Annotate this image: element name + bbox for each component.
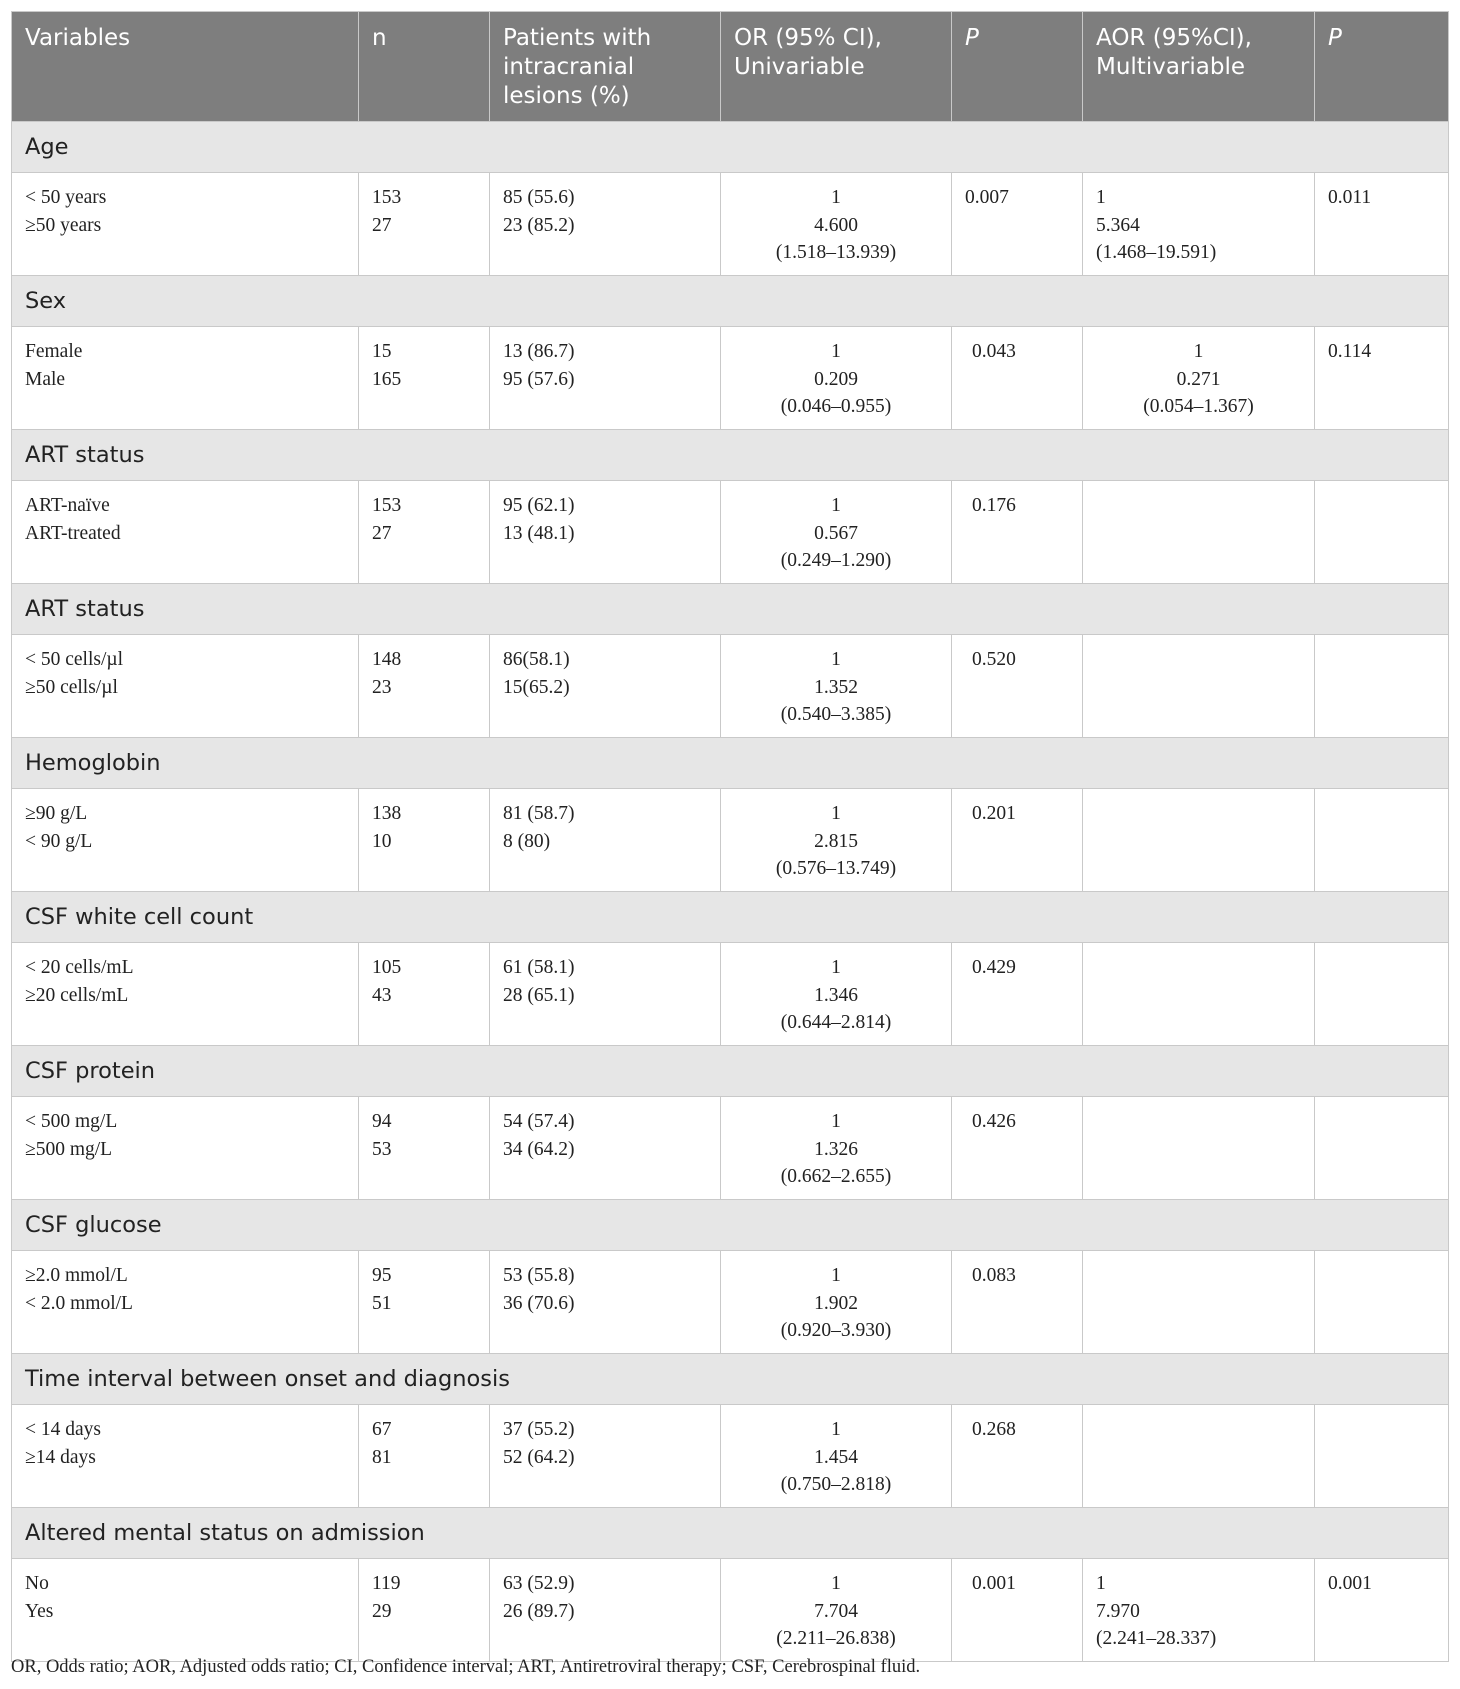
patients-cell bbox=[490, 481, 721, 584]
or-cell bbox=[721, 173, 952, 276]
patients-value: 86(58.1) bbox=[503, 649, 570, 670]
p-adj-cell bbox=[1315, 635, 1449, 738]
header-variables: Variables bbox=[12, 12, 359, 122]
n-cell bbox=[359, 1559, 490, 1662]
aor-value: 5.364 bbox=[1096, 214, 1140, 236]
patients-value: 52 (64.2) bbox=[503, 1446, 575, 1468]
p-adj-cell bbox=[1315, 1251, 1449, 1354]
levels-cell bbox=[12, 1405, 359, 1508]
n-cell bbox=[359, 635, 490, 738]
p-value: 0.043 bbox=[972, 341, 1016, 362]
patients-value: 81 (58.7) bbox=[503, 803, 575, 824]
or-value: 1 bbox=[831, 1111, 841, 1132]
header-p-univariable: P bbox=[952, 12, 1083, 122]
patients-cell bbox=[490, 943, 721, 1046]
n-value: 53 bbox=[372, 1138, 392, 1160]
n-value: 95 bbox=[372, 1265, 392, 1286]
p-value: 0.268 bbox=[972, 1419, 1016, 1440]
aor-value: 1 bbox=[1096, 1573, 1106, 1594]
n-value: 27 bbox=[372, 214, 392, 236]
group-label: Hemoglobin bbox=[12, 738, 1449, 789]
n-value: 153 bbox=[372, 187, 402, 208]
level-label: Female bbox=[25, 341, 83, 362]
patients-cell bbox=[490, 1405, 721, 1508]
or-cell bbox=[721, 789, 952, 892]
patients-cell bbox=[490, 173, 721, 276]
or-value: (0.920–3.930) bbox=[780, 1320, 892, 1341]
p-adj-cell bbox=[1315, 789, 1449, 892]
or-cell bbox=[721, 943, 952, 1046]
p-cell bbox=[952, 1251, 1083, 1354]
p-adj-cell bbox=[1315, 1097, 1449, 1200]
n-value: 51 bbox=[372, 1292, 392, 1314]
p-value: 0.426 bbox=[972, 1111, 1016, 1132]
regression-table bbox=[11, 11, 1449, 1662]
or-value: 4.600 bbox=[814, 214, 858, 236]
n-value: 67 bbox=[372, 1419, 392, 1440]
n-value: 15 bbox=[372, 341, 392, 362]
or-value: (1.518–13.939) bbox=[775, 242, 897, 263]
level-label: < 14 days bbox=[25, 1419, 101, 1440]
n-cell bbox=[359, 943, 490, 1046]
group-label: CSF glucose bbox=[12, 1200, 1449, 1251]
n-cell bbox=[359, 1097, 490, 1200]
level-label: ≥90 g/L bbox=[25, 803, 88, 824]
p-adj-cell bbox=[1315, 327, 1449, 430]
table-row bbox=[12, 1559, 1449, 1662]
or-value: (0.249–1.290) bbox=[780, 550, 892, 571]
p-adj-value: 0.011 bbox=[1328, 187, 1372, 208]
p-value: 0.083 bbox=[972, 1265, 1016, 1286]
patients-value: 85 (55.6) bbox=[503, 187, 575, 208]
or-cell bbox=[721, 481, 952, 584]
n-value: 23 bbox=[372, 676, 392, 698]
or-value: 1.902 bbox=[814, 1292, 858, 1314]
or-value: 0.567 bbox=[814, 522, 858, 544]
p-cell bbox=[952, 327, 1083, 430]
n-cell bbox=[359, 789, 490, 892]
patients-value: 13 (86.7) bbox=[503, 341, 575, 362]
group-header-row bbox=[12, 584, 1449, 635]
table-row bbox=[12, 1251, 1449, 1354]
patients-value: 34 (64.2) bbox=[503, 1138, 575, 1160]
or-value: 1 bbox=[831, 1265, 841, 1286]
group-label: ART status bbox=[12, 430, 1449, 481]
patients-value: 54 (57.4) bbox=[503, 1111, 575, 1132]
group-header-row bbox=[12, 276, 1449, 327]
or-value: 1 bbox=[831, 495, 841, 516]
aor-cell bbox=[1083, 943, 1315, 1046]
table-row bbox=[12, 635, 1449, 738]
p-cell bbox=[952, 1559, 1083, 1662]
n-value: 105 bbox=[372, 957, 402, 978]
or-cell bbox=[721, 1251, 952, 1354]
or-value: (2.211–26.838) bbox=[776, 1628, 896, 1649]
level-label: < 20 cells/mL bbox=[25, 957, 134, 978]
n-value: 29 bbox=[372, 1600, 392, 1622]
patients-value: 8 (80) bbox=[503, 830, 551, 852]
patients-value: 28 (65.1) bbox=[503, 984, 575, 1006]
group-header-row bbox=[12, 1200, 1449, 1251]
levels-cell bbox=[12, 789, 359, 892]
table-row bbox=[12, 1405, 1449, 1508]
aor-value: 7.970 bbox=[1096, 1600, 1140, 1622]
or-value: (0.644–2.814) bbox=[780, 1012, 892, 1033]
levels-cell bbox=[12, 1251, 359, 1354]
levels-cell bbox=[12, 1559, 359, 1662]
group-label: Altered mental status on admission bbox=[12, 1508, 1449, 1559]
patients-value: 13 (48.1) bbox=[503, 522, 575, 544]
n-value: 119 bbox=[372, 1573, 401, 1594]
level-label: ≥50 years bbox=[25, 214, 102, 236]
or-value: 1 bbox=[831, 957, 841, 978]
p-cell bbox=[952, 635, 1083, 738]
group-header-row bbox=[12, 892, 1449, 943]
table-row bbox=[12, 481, 1449, 584]
p-value: 0.520 bbox=[972, 649, 1016, 670]
patients-cell bbox=[490, 1559, 721, 1662]
p-adj-value: 0.114 bbox=[1328, 341, 1372, 362]
level-label: No bbox=[25, 1573, 49, 1594]
group-label: CSF white cell count bbox=[12, 892, 1449, 943]
p-value: 0.007 bbox=[965, 187, 1009, 208]
aor-cell bbox=[1083, 327, 1315, 430]
or-value: 7.704 bbox=[814, 1600, 858, 1622]
level-label: < 500 mg/L bbox=[25, 1111, 118, 1132]
patients-cell bbox=[490, 1251, 721, 1354]
p-value: 0.429 bbox=[972, 957, 1016, 978]
aor-value: (0.054–1.367) bbox=[1143, 396, 1254, 417]
group-header-row bbox=[12, 738, 1449, 789]
p-cell bbox=[952, 481, 1083, 584]
table-row bbox=[12, 327, 1449, 430]
n-value: 148 bbox=[372, 649, 402, 670]
patients-cell bbox=[490, 1097, 721, 1200]
group-label: Sex bbox=[12, 276, 1449, 327]
table-body bbox=[12, 122, 1449, 1662]
patients-value: 36 (70.6) bbox=[503, 1292, 575, 1314]
table-row bbox=[12, 943, 1449, 1046]
group-header-row bbox=[12, 430, 1449, 481]
n-value: 81 bbox=[372, 1446, 392, 1468]
n-value: 10 bbox=[372, 830, 392, 852]
header-row bbox=[12, 12, 1449, 122]
n-value: 27 bbox=[372, 522, 392, 544]
table-header bbox=[12, 12, 1449, 122]
aor-cell bbox=[1083, 789, 1315, 892]
patients-value: 63 (52.9) bbox=[503, 1573, 575, 1594]
group-header-row bbox=[12, 1046, 1449, 1097]
patients-value: 61 (58.1) bbox=[503, 957, 575, 978]
patients-value: 15(65.2) bbox=[503, 676, 570, 698]
or-value: 1 bbox=[831, 1419, 841, 1440]
or-value: 1 bbox=[831, 803, 841, 824]
p-value: 0.201 bbox=[972, 803, 1016, 824]
level-label: ≥20 cells/mL bbox=[25, 984, 129, 1006]
patients-value: 95 (57.6) bbox=[503, 368, 575, 390]
level-label: ≥14 days bbox=[25, 1446, 96, 1468]
n-cell bbox=[359, 173, 490, 276]
or-value: (0.540–3.385) bbox=[780, 704, 892, 725]
or-value: (0.046–0.955) bbox=[780, 396, 892, 417]
header-p-multivariable: P bbox=[1315, 12, 1449, 122]
or-value: (0.662–2.655) bbox=[780, 1166, 892, 1187]
level-label: ≥50 cells/µl bbox=[25, 676, 118, 698]
table-row bbox=[12, 173, 1449, 276]
or-value: 0.209 bbox=[814, 368, 858, 390]
p-value: 0.001 bbox=[972, 1573, 1016, 1594]
group-label: ART status bbox=[12, 584, 1449, 635]
p-cell bbox=[952, 1097, 1083, 1200]
group-label: CSF protein bbox=[12, 1046, 1449, 1097]
patients-value: 53 (55.8) bbox=[503, 1265, 575, 1286]
or-value: 1 bbox=[831, 187, 841, 208]
or-cell bbox=[721, 635, 952, 738]
level-label: < 90 g/L bbox=[25, 830, 93, 852]
n-value: 153 bbox=[372, 495, 402, 516]
aor-cell bbox=[1083, 1405, 1315, 1508]
level-label: ART-treated bbox=[25, 522, 121, 544]
table-footnote: OR, Odds ratio; AOR, Adjusted odds ratio; CI, Confidence interval; ART, Antiretroviral therapy; CSF, Cerebrospinal fluid. bbox=[11, 1657, 921, 1677]
n-cell bbox=[359, 1251, 490, 1354]
header-aor-multivariable: AOR (95%CI), Multivariable bbox=[1083, 12, 1315, 122]
aor-cell bbox=[1083, 481, 1315, 584]
results-table-container bbox=[11, 11, 1448, 1662]
level-label: Yes bbox=[25, 1600, 54, 1622]
n-cell bbox=[359, 1405, 490, 1508]
p-adj-cell bbox=[1315, 1405, 1449, 1508]
p-cell bbox=[952, 1405, 1083, 1508]
aor-cell bbox=[1083, 1559, 1315, 1662]
or-cell bbox=[721, 1097, 952, 1200]
p-adj-cell bbox=[1315, 943, 1449, 1046]
header-or-univariable: OR (95% CI), Univariable bbox=[721, 12, 952, 122]
or-value: (0.576–13.749) bbox=[775, 858, 897, 879]
or-value: 1 bbox=[831, 1573, 841, 1594]
group-header-row bbox=[12, 122, 1449, 173]
n-cell bbox=[359, 481, 490, 584]
level-label: ≥2.0 mmol/L bbox=[25, 1265, 128, 1286]
levels-cell bbox=[12, 943, 359, 1046]
patients-value: 23 (85.2) bbox=[503, 214, 575, 236]
aor-value: (2.241–28.337) bbox=[1096, 1628, 1217, 1649]
p-cell bbox=[952, 173, 1083, 276]
n-value: 138 bbox=[372, 803, 402, 824]
levels-cell bbox=[12, 481, 359, 584]
patients-cell bbox=[490, 327, 721, 430]
or-value: 1.346 bbox=[814, 984, 858, 1006]
aor-cell bbox=[1083, 173, 1315, 276]
patients-cell bbox=[490, 635, 721, 738]
patients-value: 95 (62.1) bbox=[503, 495, 575, 516]
p-cell bbox=[952, 943, 1083, 1046]
or-value: 1 bbox=[831, 341, 841, 362]
aor-cell bbox=[1083, 1097, 1315, 1200]
or-value: 1 bbox=[831, 649, 841, 670]
aor-value: (1.468–19.591) bbox=[1096, 242, 1217, 263]
n-cell bbox=[359, 327, 490, 430]
header-patients: Patients with intracranial lesions (%) bbox=[490, 12, 721, 122]
or-value: 2.815 bbox=[814, 830, 858, 852]
or-value: (0.750–2.818) bbox=[780, 1474, 892, 1495]
n-value: 94 bbox=[372, 1111, 392, 1132]
table-row bbox=[12, 789, 1449, 892]
p-adj-cell bbox=[1315, 173, 1449, 276]
level-label: ART-naïve bbox=[25, 495, 110, 516]
group-header-row bbox=[12, 1354, 1449, 1405]
aor-value: 1 bbox=[1096, 187, 1106, 208]
level-label: < 2.0 mmol/L bbox=[25, 1292, 133, 1314]
p-adj-cell bbox=[1315, 481, 1449, 584]
or-value: 1.326 bbox=[814, 1138, 858, 1160]
level-label: < 50 cells/µl bbox=[25, 649, 124, 670]
levels-cell bbox=[12, 635, 359, 738]
p-adj-value: 0.001 bbox=[1328, 1573, 1372, 1594]
or-value: 1.352 bbox=[814, 676, 858, 698]
n-value: 165 bbox=[372, 368, 402, 390]
levels-cell bbox=[12, 173, 359, 276]
or-cell bbox=[721, 327, 952, 430]
group-header-row bbox=[12, 1508, 1449, 1559]
aor-cell bbox=[1083, 1251, 1315, 1354]
aor-value: 1 bbox=[1193, 341, 1204, 362]
table-row bbox=[12, 1097, 1449, 1200]
level-label: ≥500 mg/L bbox=[25, 1138, 113, 1160]
p-cell bbox=[952, 789, 1083, 892]
patients-cell bbox=[490, 789, 721, 892]
level-label: Male bbox=[25, 368, 66, 390]
or-cell bbox=[721, 1405, 952, 1508]
level-label: < 50 years bbox=[25, 187, 107, 208]
n-value: 43 bbox=[372, 984, 392, 1006]
levels-cell bbox=[12, 1097, 359, 1200]
group-label: Age bbox=[12, 122, 1449, 173]
or-cell bbox=[721, 1559, 952, 1662]
levels-cell bbox=[12, 327, 359, 430]
header-n: n bbox=[359, 12, 490, 122]
or-value: 1.454 bbox=[814, 1446, 858, 1468]
aor-value: 0.271 bbox=[1176, 368, 1221, 390]
p-adj-cell bbox=[1315, 1559, 1449, 1662]
patients-value: 37 (55.2) bbox=[503, 1419, 575, 1440]
group-label: Time interval between onset and diagnosis bbox=[12, 1354, 1449, 1405]
patients-value: 26 (89.7) bbox=[503, 1600, 575, 1622]
aor-cell bbox=[1083, 635, 1315, 738]
p-value: 0.176 bbox=[972, 495, 1016, 516]
